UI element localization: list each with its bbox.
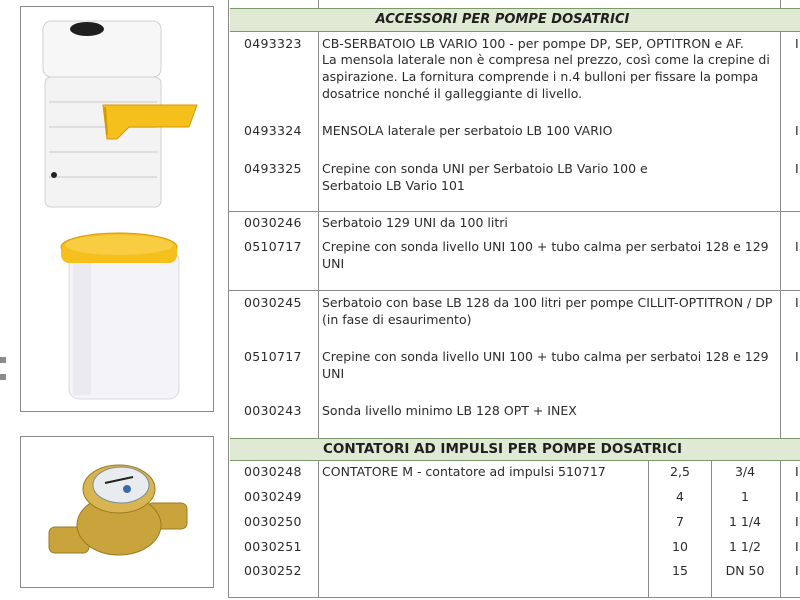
counter-size: 1 1/2 [728,539,762,554]
tank-vario-image-box [20,6,214,412]
tank-129-uni-image [21,221,214,411]
counter-size: DN 50 [725,563,765,578]
code-column-divider [318,0,319,438]
product-description-line: Serbatoio LB Vario 101 [322,178,465,193]
product-code: 0030246 [244,215,302,230]
counter-flow: 7 [676,514,684,529]
price-column-divider [780,0,781,438]
impulse-water-meter-image [21,437,214,588]
product-description-line: UNI [322,256,345,271]
product-code: 0030243 [244,403,302,418]
product-code: 0493325 [244,161,302,176]
cut-off-cell: I [795,514,799,529]
product-description-line: CB-SERBATOIO LB VARIO 100 - per pompe DP, SEP, OPTITRON e AF. [322,36,744,51]
counter-code: 0030252 [244,563,302,578]
row-divider [228,290,800,291]
cut-off-cell: I [795,563,799,578]
product-description-line: Crepine con sonda livello UNI 100 + tubo calma per serbatoi 128 e 129 [322,239,769,254]
counter-description: CONTATORE M - contatore ad impulsi 510717 [322,464,606,479]
section-title-accessories: ACCESSORI PER POMPE DOSATRICI [375,12,630,27]
cut-off-cell: I [795,239,799,254]
counter-size: 1 [741,489,749,504]
product-description-line: Sonda livello minimo LB 128 OPT + INEX [322,403,577,418]
counter-flow: 4 [676,489,684,504]
side-mark [0,374,6,380]
product-description-line: Serbatoio con base LB 128 da 100 litri per pompe CILLIT-OPTITRON / DP [322,295,773,310]
cut-off-cell: I [795,489,799,504]
cut-off-cell: I [795,539,799,554]
counter-size: 3/4 [734,464,756,479]
cut-off-cell: I [795,349,799,364]
counter-size: 1 1/4 [728,514,762,529]
counter-flow: 10 [672,539,688,554]
product-code: 0510717 [244,239,302,254]
product-description-line: aspirazione. La fornitura comprende i n.4 bulloni per fissare la pompa [322,69,759,84]
cut-off-cell: I [795,161,799,176]
cut-off-cell: I [795,295,799,310]
counter-flow: 2,5 [670,464,690,479]
cut-off-cell: I [795,464,799,479]
counter-code: 0030251 [244,539,302,554]
product-code: 0030245 [244,295,302,310]
section-band-accessories [230,8,800,32]
cut-off-cell: I [795,123,799,138]
product-description-line: UNI [322,366,345,381]
water-meter-image-box [20,436,214,588]
product-description-line: Serbatoio 129 UNI da 100 litri [322,215,508,230]
tank-vario-100-image [21,7,214,227]
row-divider [228,211,800,212]
table-bottom-border [228,597,800,598]
product-description-line: Crepine con sonda livello UNI 100 + tubo calma per serbatoi 128 e 129 [322,349,769,364]
product-description-line: dosatrice nonché il galleggiante di livello. [322,86,583,101]
product-code: 0510717 [244,349,302,364]
code-column-divider-2 [318,460,319,598]
counter-code: 0030250 [244,514,302,529]
side-mark [0,357,6,363]
product-code: 0493324 [244,123,302,138]
counter-code: 0030249 [244,489,302,504]
product-description-line: (in fase di esaurimento) [322,312,472,327]
counter-code: 0030248 [244,464,302,479]
desc-column-divider [648,460,649,598]
product-description-line: Crepine con sonda UNI per Serbatoio LB Vario 100 e [322,161,648,176]
cut-off-cell: I [795,36,799,51]
size-column-divider [780,460,781,598]
product-description-line: MENSOLA laterale per serbatoio LB 100 VARIO [322,123,613,138]
counter-flow: 15 [672,563,688,578]
product-description-line: La mensola laterale non è compresa nel prezzo, così come la crepine di [322,52,770,67]
product-code: 0493323 [244,36,302,51]
section-title-counters: CONTATORI AD IMPULSI PER POMPE DOSATRICI [323,441,682,457]
table-left-border [228,0,229,598]
section-band-counters [230,438,800,461]
